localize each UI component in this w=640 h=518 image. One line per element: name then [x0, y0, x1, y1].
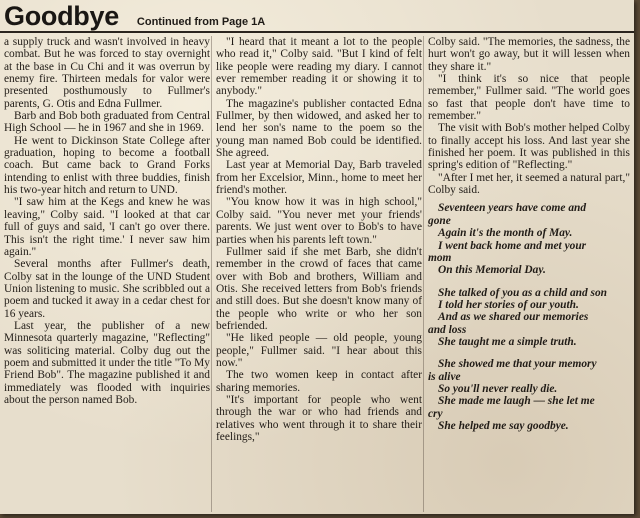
poem-line: On this Memorial Day. — [438, 264, 546, 277]
poem-line: Again it's the month of May. — [438, 227, 573, 240]
poem-stanza-2 — [428, 287, 630, 349]
paragraph: The visit with Bob's mother helped Colby to finally accept his loss. And last year she finished her poem. It was published in this spring's edition of "Reflecting." — [428, 122, 630, 172]
paragraph: Barb and Bob both graduated from Central High School — he in 1967 and she in 1969. — [4, 110, 210, 135]
poem-line: She made me laugh — she let me — [438, 395, 595, 408]
paragraph: Last year at Memorial Day, Barb traveled from her Excelsior, Minn., home to meet her friend's mother. — [216, 159, 422, 197]
article-column-3 — [428, 36, 630, 442]
paragraph: Several months after Fullmer's death, Colby sat in the lounge of the UND Student Union listening to music. She scribbled out a poem and tucked it away in a cedar chest for 16 years. — [4, 258, 210, 320]
poem-line: And as we shared our memories — [438, 311, 589, 324]
poem-line: Seventeen years have come and — [438, 202, 587, 215]
header-rule — [0, 31, 634, 33]
paragraph: Fullmer said if she met Barb, she didn't remember in the crowd of faces that came over with Bob and brothers, William and Otis. She received letters from Bob's friends and still does. But she doesn't know many of the people who write or who her son befriended. — [216, 245, 422, 332]
paragraph: He went to Dickinson State College after graduation, hoping to become a football coach. But came back to Grand Forks intending to enlist with three buddies, finish his two-year hitch and return to UND. — [4, 134, 210, 197]
poem-line: She showed me that your memory — [438, 358, 597, 371]
poem-line: and loss — [428, 323, 467, 336]
paragraph: "I saw him at the Kegs and knew he was leaving," Colby said. "I looked at that car full of guys and said, 'I can't go over there. This isn't the right time.' I never saw him again." — [4, 196, 210, 258]
article-column-2 — [216, 36, 422, 443]
poem-line: I told her stories of our youth. — [438, 298, 579, 311]
paragraph: The two women keep in contact after sharing memories. — [216, 369, 422, 394]
poem-line: She helped me say goodbye. — [438, 419, 569, 432]
article-column-1 — [4, 36, 210, 406]
paragraph: "You know how it was in high school," Colby said. "You never met your friends' parents. We just went over to Bob's to have parties when his parents left town." — [216, 196, 422, 246]
paragraph: a supply truck and wasn't involved in heavy combat. But he was forced to stay overnight at the base in Cu Chi and it was overrun by enemy fire. Thirteen medals for valor were presented posthumously to Fullmer's parents, G. Otis and Edna Fullmer. — [4, 36, 210, 110]
poem-line: cry — [428, 407, 443, 420]
poem-stanza-3 — [428, 358, 630, 432]
paragraph: Last year, the publisher of a new Minnesota quarterly magazine, "Reflecting" was soliticing material. Colby dug out the poem and submitted it under the title "To My Friend Bob". The magazine published it and immediately was flooded with inquiries about the person named Bob. — [4, 319, 210, 406]
headline: Goodbye — [4, 1, 119, 31]
masthead — [4, 0, 265, 32]
paragraph: "I heard that it meant a lot to the people who read it," Colby said. "But I kind of felt like people were reading my diary. I cannot ever remember reading it or showing it to anybody." — [216, 36, 422, 98]
poem-line: I went back home and met your — [438, 239, 587, 252]
paragraph: "After I met her, it seemed a natural part," Colby said. — [428, 171, 630, 197]
paragraph: "It's important for people who went through the war or who had friends and relatives who went through it to share their feelings," — [216, 393, 422, 443]
poem-line: gone — [428, 214, 451, 227]
poem-line: So you'll never really die. — [438, 382, 558, 395]
column-divider — [423, 36, 424, 512]
poem-stanza-1 — [428, 202, 630, 276]
paragraph: Colby said. "The memories, the sadness, the hurt won't go away, but it will lessen when they share it." — [428, 36, 630, 73]
continued-from-label: Continued from Page 1A — [136, 16, 266, 28]
poem — [428, 202, 630, 432]
column-divider — [211, 36, 212, 512]
poem-line: She taught me a simple truth. — [438, 335, 577, 348]
paragraph: "He liked people — old people, young people," Fullmer said. "I hear about this now." — [216, 332, 422, 369]
poem-line: is alive — [428, 370, 461, 383]
poem-line: She talked of you as a child and son — [438, 286, 607, 299]
poem-line: mom — [428, 251, 452, 264]
paragraph: "I think it's so nice that people remember," Fullmer said. "The world goes so fast that people don't have time to remember." — [428, 73, 630, 123]
paragraph: The magazine's publisher contacted Edna Fullmer, by then widowed, and asked her to lend her son's name to the poem so the young man named Bob could be identified. She agreed. — [216, 97, 422, 160]
